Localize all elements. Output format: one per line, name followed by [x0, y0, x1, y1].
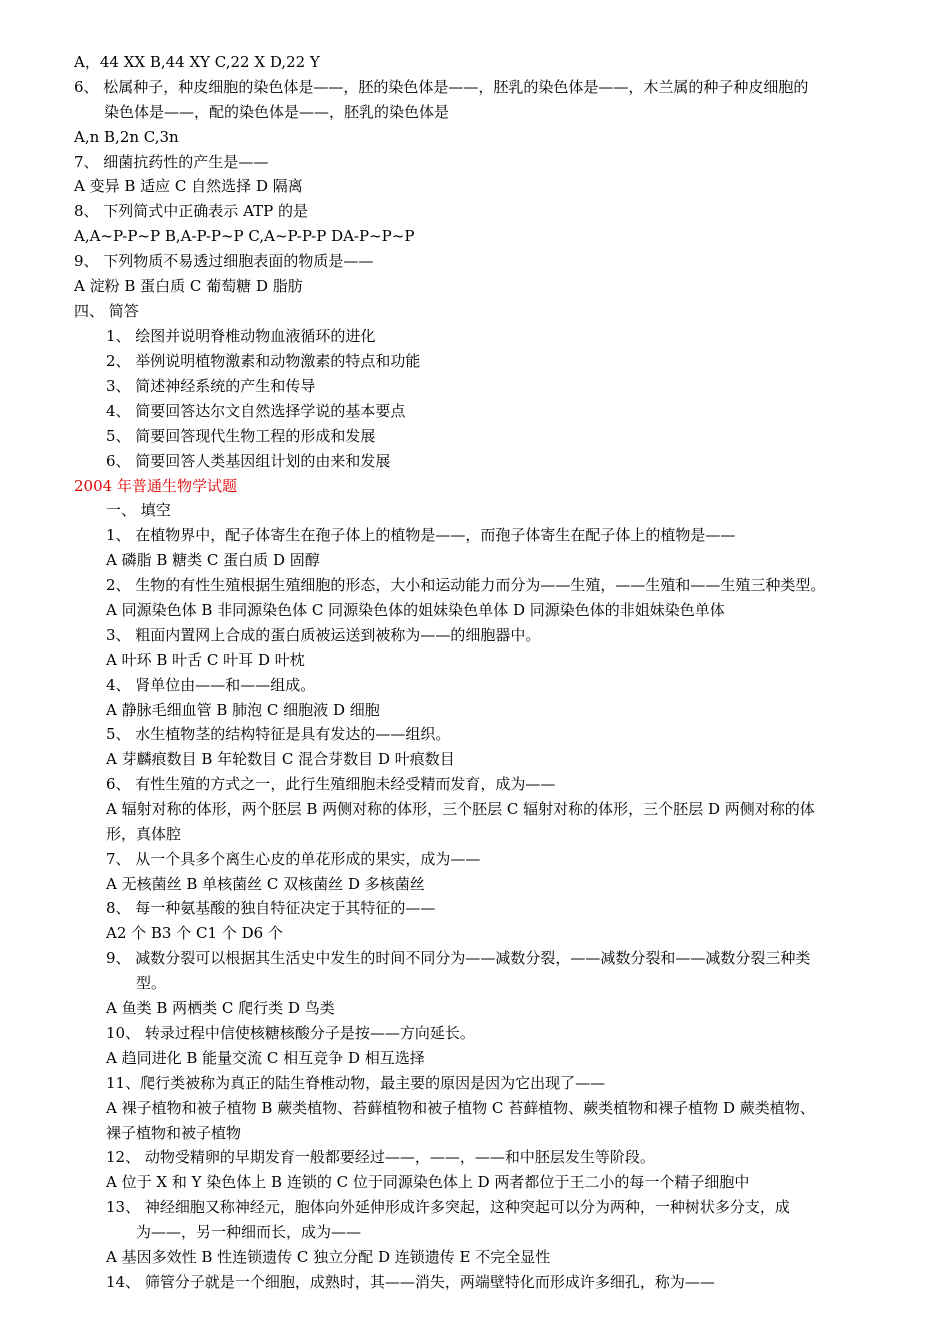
text-line: 染色体是——，配的染色体是——，胚乳的染色体是: [104, 103, 450, 121]
text-line: 13、 神经细胞又称神经元，胞体向外延伸形成许多突起，这种突起可以分为两种，一种树状多分支，成: [106, 1198, 790, 1216]
text-line: 4、 简要回答达尔文自然选择学说的基本要点: [106, 402, 406, 420]
section-heading: 四、 简答: [74, 302, 139, 320]
text-line: 型。: [136, 974, 167, 992]
text-line: A 基因多效性 B 性连锁遗传 C 独立分配 D 连锁遗传 E 不完全显性: [106, 1248, 551, 1266]
text-line: A 芽麟痕数目 B 年轮数目 C 混合芽数目 D 叶痕数目: [106, 750, 455, 768]
text-line: 形，真体腔: [106, 825, 182, 843]
text-line: 9、 下列物质不易透过细胞表面的物质是——: [74, 252, 374, 270]
text-line: 1、 绘图并说明脊椎动物血液循环的进化: [106, 327, 376, 345]
text-line: 7、 细菌抗药性的产生是——: [74, 153, 269, 171]
text-line: A 裸子植物和被子植物 B 蕨类植物、苔藓植物和被子植物 C 苔藓植物、蕨类植物和裸子植物 D 蕨类植物、: [106, 1099, 815, 1117]
text-line: 1、 在植物界中，配子体寄生在孢子体上的植物是——，而孢子体寄生在配子体上的植物是——: [106, 526, 736, 544]
text-line: A2 个 B3 个 C1 个 D6 个: [106, 924, 283, 942]
text-line: A 叶环 B 叶舌 C 叶耳 D 叶枕: [106, 651, 305, 669]
text-line: A 无核菌丝 B 单核菌丝 C 双核菌丝 D 多核菌丝: [106, 875, 425, 893]
text-line: 6、 简要回答人类基因组计划的由来和发展: [106, 452, 391, 470]
text-line: 8、 下列简式中正确表示 ATP 的是: [74, 202, 308, 220]
text-line: 裸子植物和被子植物: [106, 1124, 242, 1142]
text-line: 2、 生物的有性生殖根据生殖细胞的形态，大小和运动能力而分为——生殖，——生殖和——生殖三种类型。: [106, 576, 826, 594]
text-line: A 位于 X 和 Y 染色体上 B 连锁的 C 位于同源染色体上 D 两者都位于王二小的每一个精子细胞中: [106, 1173, 750, 1191]
text-line: 12、 动物受精卵的早期发育一般都要经过——，——，——和中胚层发生等阶段。: [106, 1148, 655, 1166]
text-line: 6、 松属种子，种皮细胞的染色体是——，胚的染色体是——，胚乳的染色体是——，木兰属的种子种皮细胞的: [74, 78, 809, 96]
text-line: 3、 简述神经系统的产生和传导: [106, 377, 316, 395]
text-line: A 辐射对称的体形，两个胚层 B 两侧对称的体形，三个胚层 C 辐射对称的体形，三个胚层 D 两侧对称的体: [106, 800, 815, 818]
text-line: 8、 每一种氨基酸的独自特征决定于其特征的——: [106, 899, 436, 917]
text-line: 9、 减数分裂可以根据其生活史中发生的时间不同分为——减数分裂，——减数分裂和——减数分裂三种类: [106, 949, 811, 967]
text-line: A 趋同进化 B 能量交流 C 相互竞争 D 相互选择: [106, 1049, 425, 1067]
text-line: 2、 举例说明植物激素和动物激素的特点和功能: [106, 352, 421, 370]
text-line: A,A~P-P~P B,A-P-P~P C,A~P-P-P DA-P~P~P: [74, 227, 415, 245]
text-line: A 淀粉 B 蛋白质 C 葡萄糖 D 脂肪: [74, 277, 303, 295]
text-line: 10、 转录过程中信使核糖核酸分子是按——方向延长。: [106, 1024, 475, 1042]
text-line: 5、 简要回答现代生物工程的形成和发展: [106, 427, 376, 445]
text-line: 4、 肾单位由——和——组成。: [106, 676, 316, 694]
text-line: A 磷脂 B 糖类 C 蛋白质 D 固醇: [106, 551, 320, 569]
text-line: 6、 有性生殖的方式之一，此行生殖细胞未经受精而发育，成为——: [106, 775, 556, 793]
exam-title: 2004 年普通生物学试题: [74, 477, 237, 495]
text-line: A，44 XX B,44 XY C,22 X D,22 Y: [74, 53, 320, 71]
text-line: A 同源染色体 B 非同源染色体 C 同源染色体的姐妹染色单体 D 同源染色体的非姐妹染色单体: [106, 601, 725, 619]
section-heading: 一、 填空: [106, 501, 171, 519]
text-line: 14、 筛管分子就是一个细胞，成熟时，其——消失，两端壁特化而形成许多细孔，称为——: [106, 1273, 715, 1291]
text-line: 3、 粗面内置网上合成的蛋白质被运送到被称为——的细胞器中。: [106, 626, 541, 644]
text-line: 11、爬行类被称为真正的陆生脊椎动物，最主要的原因是因为它出现了——: [106, 1074, 606, 1092]
text-line: 7、 从一个具多个离生心皮的单花形成的果实，成为——: [106, 850, 481, 868]
text-line: A 变异 B 适应 C 自然选择 D 隔离: [74, 177, 303, 195]
text-line: A 静脉毛细血管 B 肺泡 C 细胞液 D 细胞: [106, 701, 380, 719]
text-line: A,n B,2n C,3n: [74, 128, 179, 146]
text-line: A 鱼类 B 两栖类 C 爬行类 D 鸟类: [106, 999, 335, 1017]
text-line: 为——，另一种细而长，成为——: [136, 1223, 362, 1241]
text-line: 5、 水生植物茎的结构特征是具有发达的——组织。: [106, 725, 451, 743]
